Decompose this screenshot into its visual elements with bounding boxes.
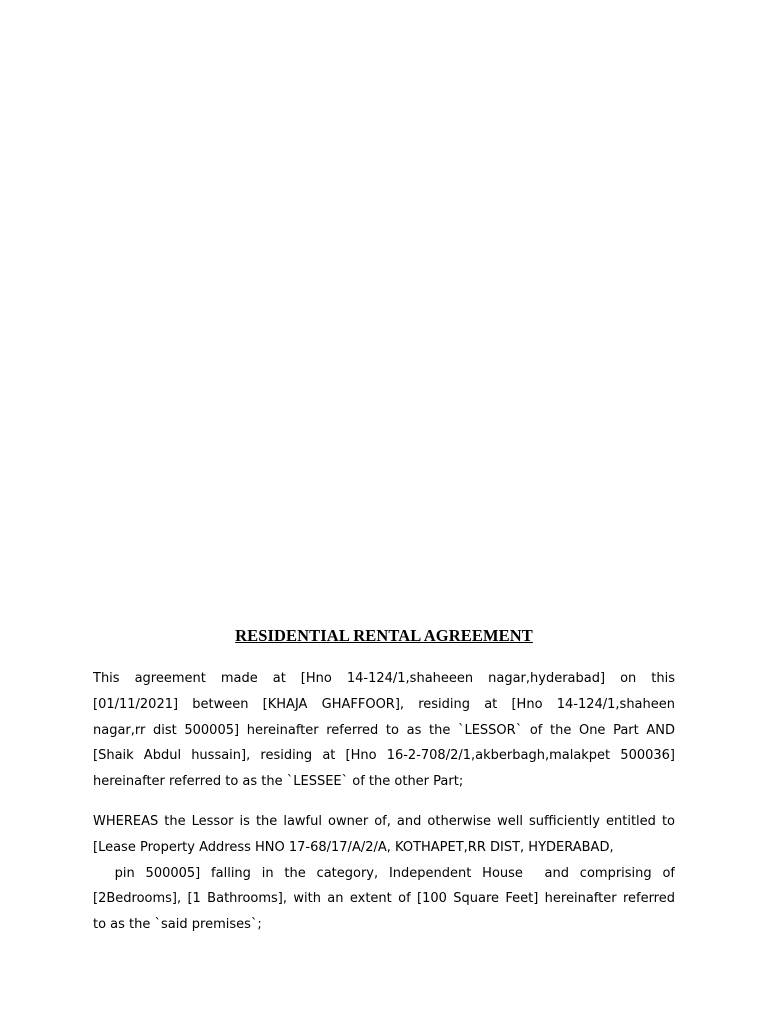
paragraph-line: This agreement made at [Hno 14-124/1,shaheeen nagar,hyderabad] on this bbox=[93, 671, 675, 686]
paragraph-line: [2Bedrooms], [1 Bathrooms], with an extent of [100 Square Feet] hereinafter referred bbox=[93, 891, 675, 907]
paragraph-line: [01/11/2021] between [KHAJA GHAFFOOR], residing at [Hno 14-124/1,shaheen bbox=[93, 696, 675, 712]
paragraph-line: to as the `said premises`; bbox=[93, 917, 262, 933]
paragraph-line: [Lease Property Address HNO 17-68/17/A/2/A, KOTHAPET,RR DIST, HYDERABAD, bbox=[93, 839, 614, 855]
paragraph-line: pin 500005] falling in the category, Independent House and comprising of bbox=[93, 865, 675, 881]
paragraph-parties bbox=[93, 666, 675, 795]
paragraph-line: [Shaik Abdul hussain], residing at [Hno 16-2-708/2/1,akberbagh,malakpet 500036] bbox=[93, 748, 675, 764]
document-title: RESIDENTIAL RENTAL AGREEMENT bbox=[235, 626, 533, 645]
paragraph-line: WHEREAS the Lessor is the lawful owner of, and otherwise well sufficiently entitled to bbox=[93, 814, 675, 829]
paragraph-premises bbox=[93, 809, 675, 938]
paragraph-line: nagar,rr dist 500005] hereinafter referred to as the `LESSOR` of the One Part AND bbox=[93, 722, 675, 738]
paragraph-line: hereinafter referred to as the `LESSEE` of the other Part; bbox=[93, 774, 464, 790]
